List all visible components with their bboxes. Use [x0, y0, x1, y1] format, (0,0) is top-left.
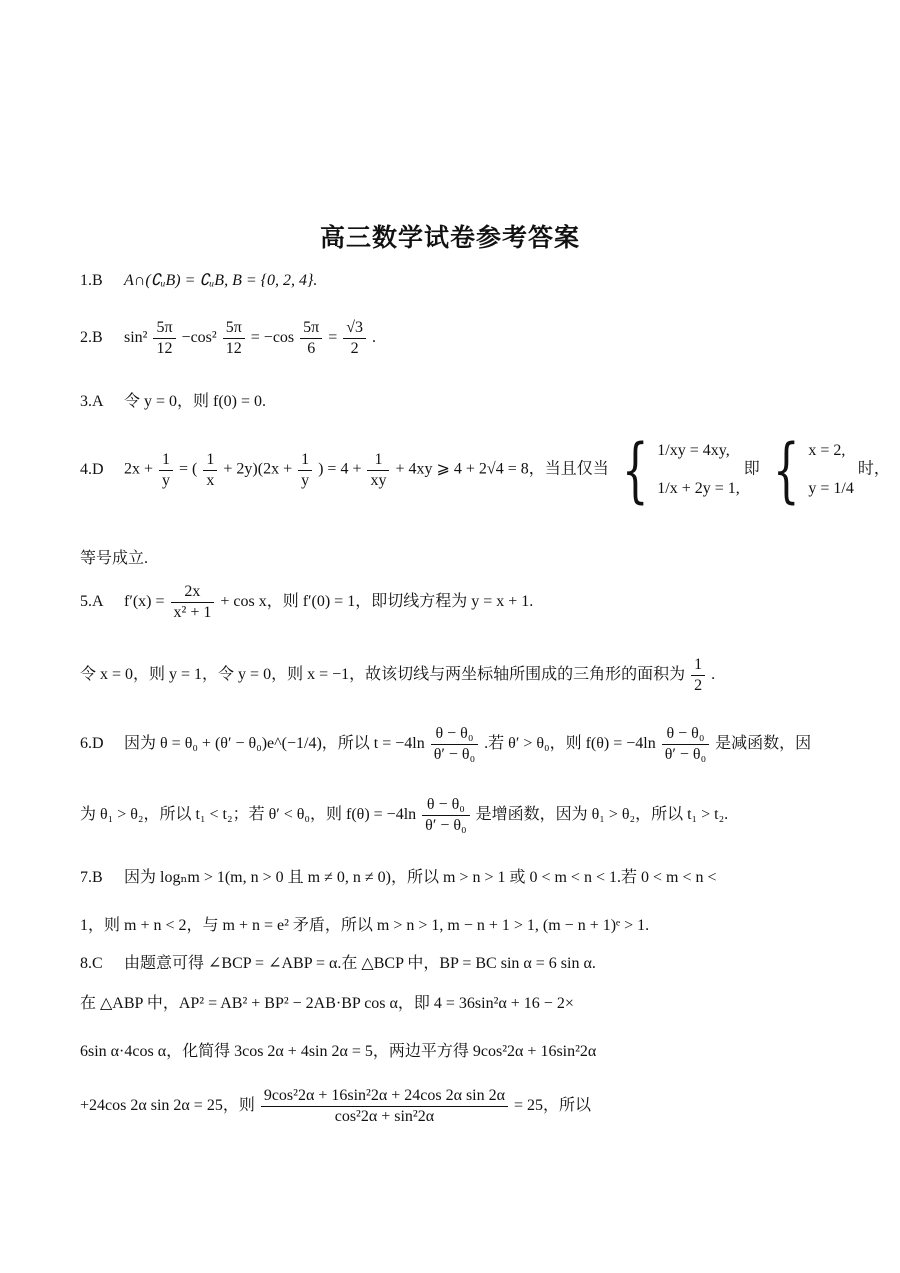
denominator: θ′ − θ₀ [664, 746, 707, 763]
numerator: θ − θ₀ [422, 795, 469, 816]
denominator: θ′ − θ₀ [433, 746, 476, 763]
answer-number: 2.B [80, 329, 103, 347]
fraction [691, 655, 705, 696]
numerator: θ − θ₀ [431, 724, 478, 745]
fraction [367, 450, 389, 491]
fraction [300, 318, 322, 359]
numerator: 5π [153, 318, 175, 339]
answer-text: + 2y)(2x + [223, 460, 293, 478]
denominator: θ′ − θ₀ [425, 817, 467, 834]
answer-number: 6.D [80, 735, 104, 753]
fraction [223, 318, 245, 359]
answer-text: 是减函数，因 [715, 735, 812, 753]
answer-text: f′(x) = [124, 593, 165, 611]
denominator: 12 [156, 340, 173, 357]
equation: x = 2, [808, 442, 846, 459]
answer-8-continued [80, 1086, 591, 1127]
answer-text: 等号成立. [80, 550, 149, 567]
answer-text: 是增函数，因为 θ₁ > θ₂，所以 t₁ > t₂. [475, 806, 729, 824]
brace-symbol: { [621, 429, 649, 511]
numerator: 2x [171, 582, 215, 603]
fraction [422, 795, 469, 836]
answer-6 [80, 724, 811, 765]
fraction [662, 724, 709, 765]
answer-text: + 4xy ⩾ 4 + 2√4 = 8，当且仅当 [395, 460, 609, 478]
answer-number: 7.B [80, 869, 103, 886]
equation: 1/x + 2y = 1, [657, 480, 740, 497]
answer-text: sin² [124, 329, 148, 347]
denominator: 6 [307, 340, 316, 357]
answer-number: 4.D [80, 460, 104, 478]
numerator: 1 [203, 450, 217, 471]
answer-8-continued [80, 1038, 596, 1061]
numerator: 1 [159, 450, 173, 471]
answer-text: 令 y = 0，则 f(0) = 0. [124, 393, 267, 410]
numerator: 5π [300, 318, 322, 339]
equation-system [657, 432, 740, 508]
answer-text: 即 [743, 460, 760, 478]
denominator: 2 [694, 677, 703, 694]
answer-text: 因为 logₙm > 1(m, n > 0 且 m ≠ 0, n ≠ 0)，所以 m > n > 1 或 0 < m < n < 1.若 0 < m < n < [124, 869, 717, 886]
numerator: 1 [367, 450, 389, 471]
numerator: 1 [691, 655, 705, 676]
answer-8 [80, 950, 596, 973]
denominator: 2 [350, 340, 359, 357]
answer-text: 时， [857, 460, 890, 478]
answer-text: −cos² [181, 329, 217, 347]
denominator: y [162, 471, 171, 489]
answer-number: 5.A [80, 593, 104, 611]
answer-2 [80, 318, 376, 359]
answer-text: ) = 4 + [318, 460, 362, 478]
answer-text: 因为 θ = θ₀ + (θ′ − θ₀)e^(−1/4)，所以 t = −4ln [124, 735, 425, 753]
denominator: xy [370, 471, 387, 489]
numerator: √3 [343, 318, 366, 339]
denominator: x² + 1 [173, 604, 212, 621]
denominator: 12 [225, 340, 242, 357]
answer-text: 6sin α·4cos α，化简得 3cos 2α + 4sin 2α = 5，两边平方得 9cos²2α + 16sin²2α [80, 1043, 597, 1060]
answer-4-continued [80, 545, 148, 568]
answer-text: . [711, 666, 716, 684]
fraction [343, 318, 366, 359]
answer-text: 1，则 m + n < 2，与 m + n = e² 矛盾，所以 m > n > 1, m − n + 1 > 1, (m − n + 1)ᵉ > 1. [80, 917, 650, 934]
answer-text: 在 △ABP 中，AP² = AB² + BP² − 2AB·BP cos α，即 4 = 36sin²α + 16 − 2× [80, 995, 574, 1012]
answer-number: 3.A [80, 393, 104, 410]
answer-7-continued [80, 912, 649, 935]
equation: 1/xy = 4xy, [657, 442, 730, 459]
numerator: 1 [298, 450, 312, 471]
answer-7 [80, 864, 717, 887]
answer-5 [80, 582, 533, 623]
denominator: x [206, 471, 215, 489]
answer-3 [80, 388, 266, 411]
fraction [159, 450, 173, 491]
answer-text: 为 θ₁ > θ₂，所以 t₁ < t₂；若 θ′ < θ₀，则 f(θ) = −4ln [80, 806, 417, 824]
page-title: 高三数学试卷参考答案 [319, 223, 580, 252]
equation: y = 1/4 [808, 480, 854, 497]
answer-text: 2x + [124, 460, 154, 478]
answer-text: = ( [179, 460, 198, 478]
fraction [203, 450, 217, 491]
denominator: cos²2α + sin²2α [334, 1108, 435, 1125]
answer-text: 令 x = 0，则 y = 1，令 y = 0，则 x = −1，故该切线与两坐标轴所围成的三角形的面积为 [80, 666, 686, 684]
denominator: y [301, 471, 310, 489]
fraction [261, 1086, 508, 1127]
fraction [171, 582, 215, 623]
answer-number: 1.B [80, 272, 103, 289]
answer-text: .若 θ′ > θ₀，则 f(θ) = −4ln [484, 735, 656, 753]
answer-text: 由题意可得 ∠BCP = ∠ABP = α.在 △BCP 中，BP = BC sin α = 6 sin α. [124, 955, 596, 972]
answer-text: = 25，所以 [514, 1097, 592, 1115]
fraction [431, 724, 478, 765]
answer-text: = [328, 329, 338, 347]
answer-text: +24cos 2α sin 2α = 25，则 [80, 1097, 255, 1115]
equation-system [808, 432, 853, 508]
answer-5-continued [80, 655, 715, 696]
answer-text: A∩(∁ᵤB) = ∁ᵤB, B = {0, 2, 4}. [124, 272, 318, 289]
answer-number: 8.C [80, 955, 103, 972]
fraction [153, 318, 175, 359]
fraction [298, 450, 312, 491]
numerator: 5π [223, 318, 245, 339]
answer-text: + cos x，则 f′(0) = 1，即切线方程为 y = x + 1. [220, 593, 534, 611]
numerator: θ − θ₀ [662, 724, 709, 745]
numerator: 9cos²2α + 16sin²2α + 24cos 2α sin 2α [261, 1086, 508, 1107]
answer-8-continued [80, 990, 574, 1013]
answer-4 [80, 429, 890, 511]
answer-1 [80, 270, 317, 290]
brace-symbol: { [772, 429, 800, 511]
answer-text: . [372, 329, 377, 347]
answer-text: = −cos [250, 329, 295, 347]
answer-6-continued [80, 795, 728, 836]
